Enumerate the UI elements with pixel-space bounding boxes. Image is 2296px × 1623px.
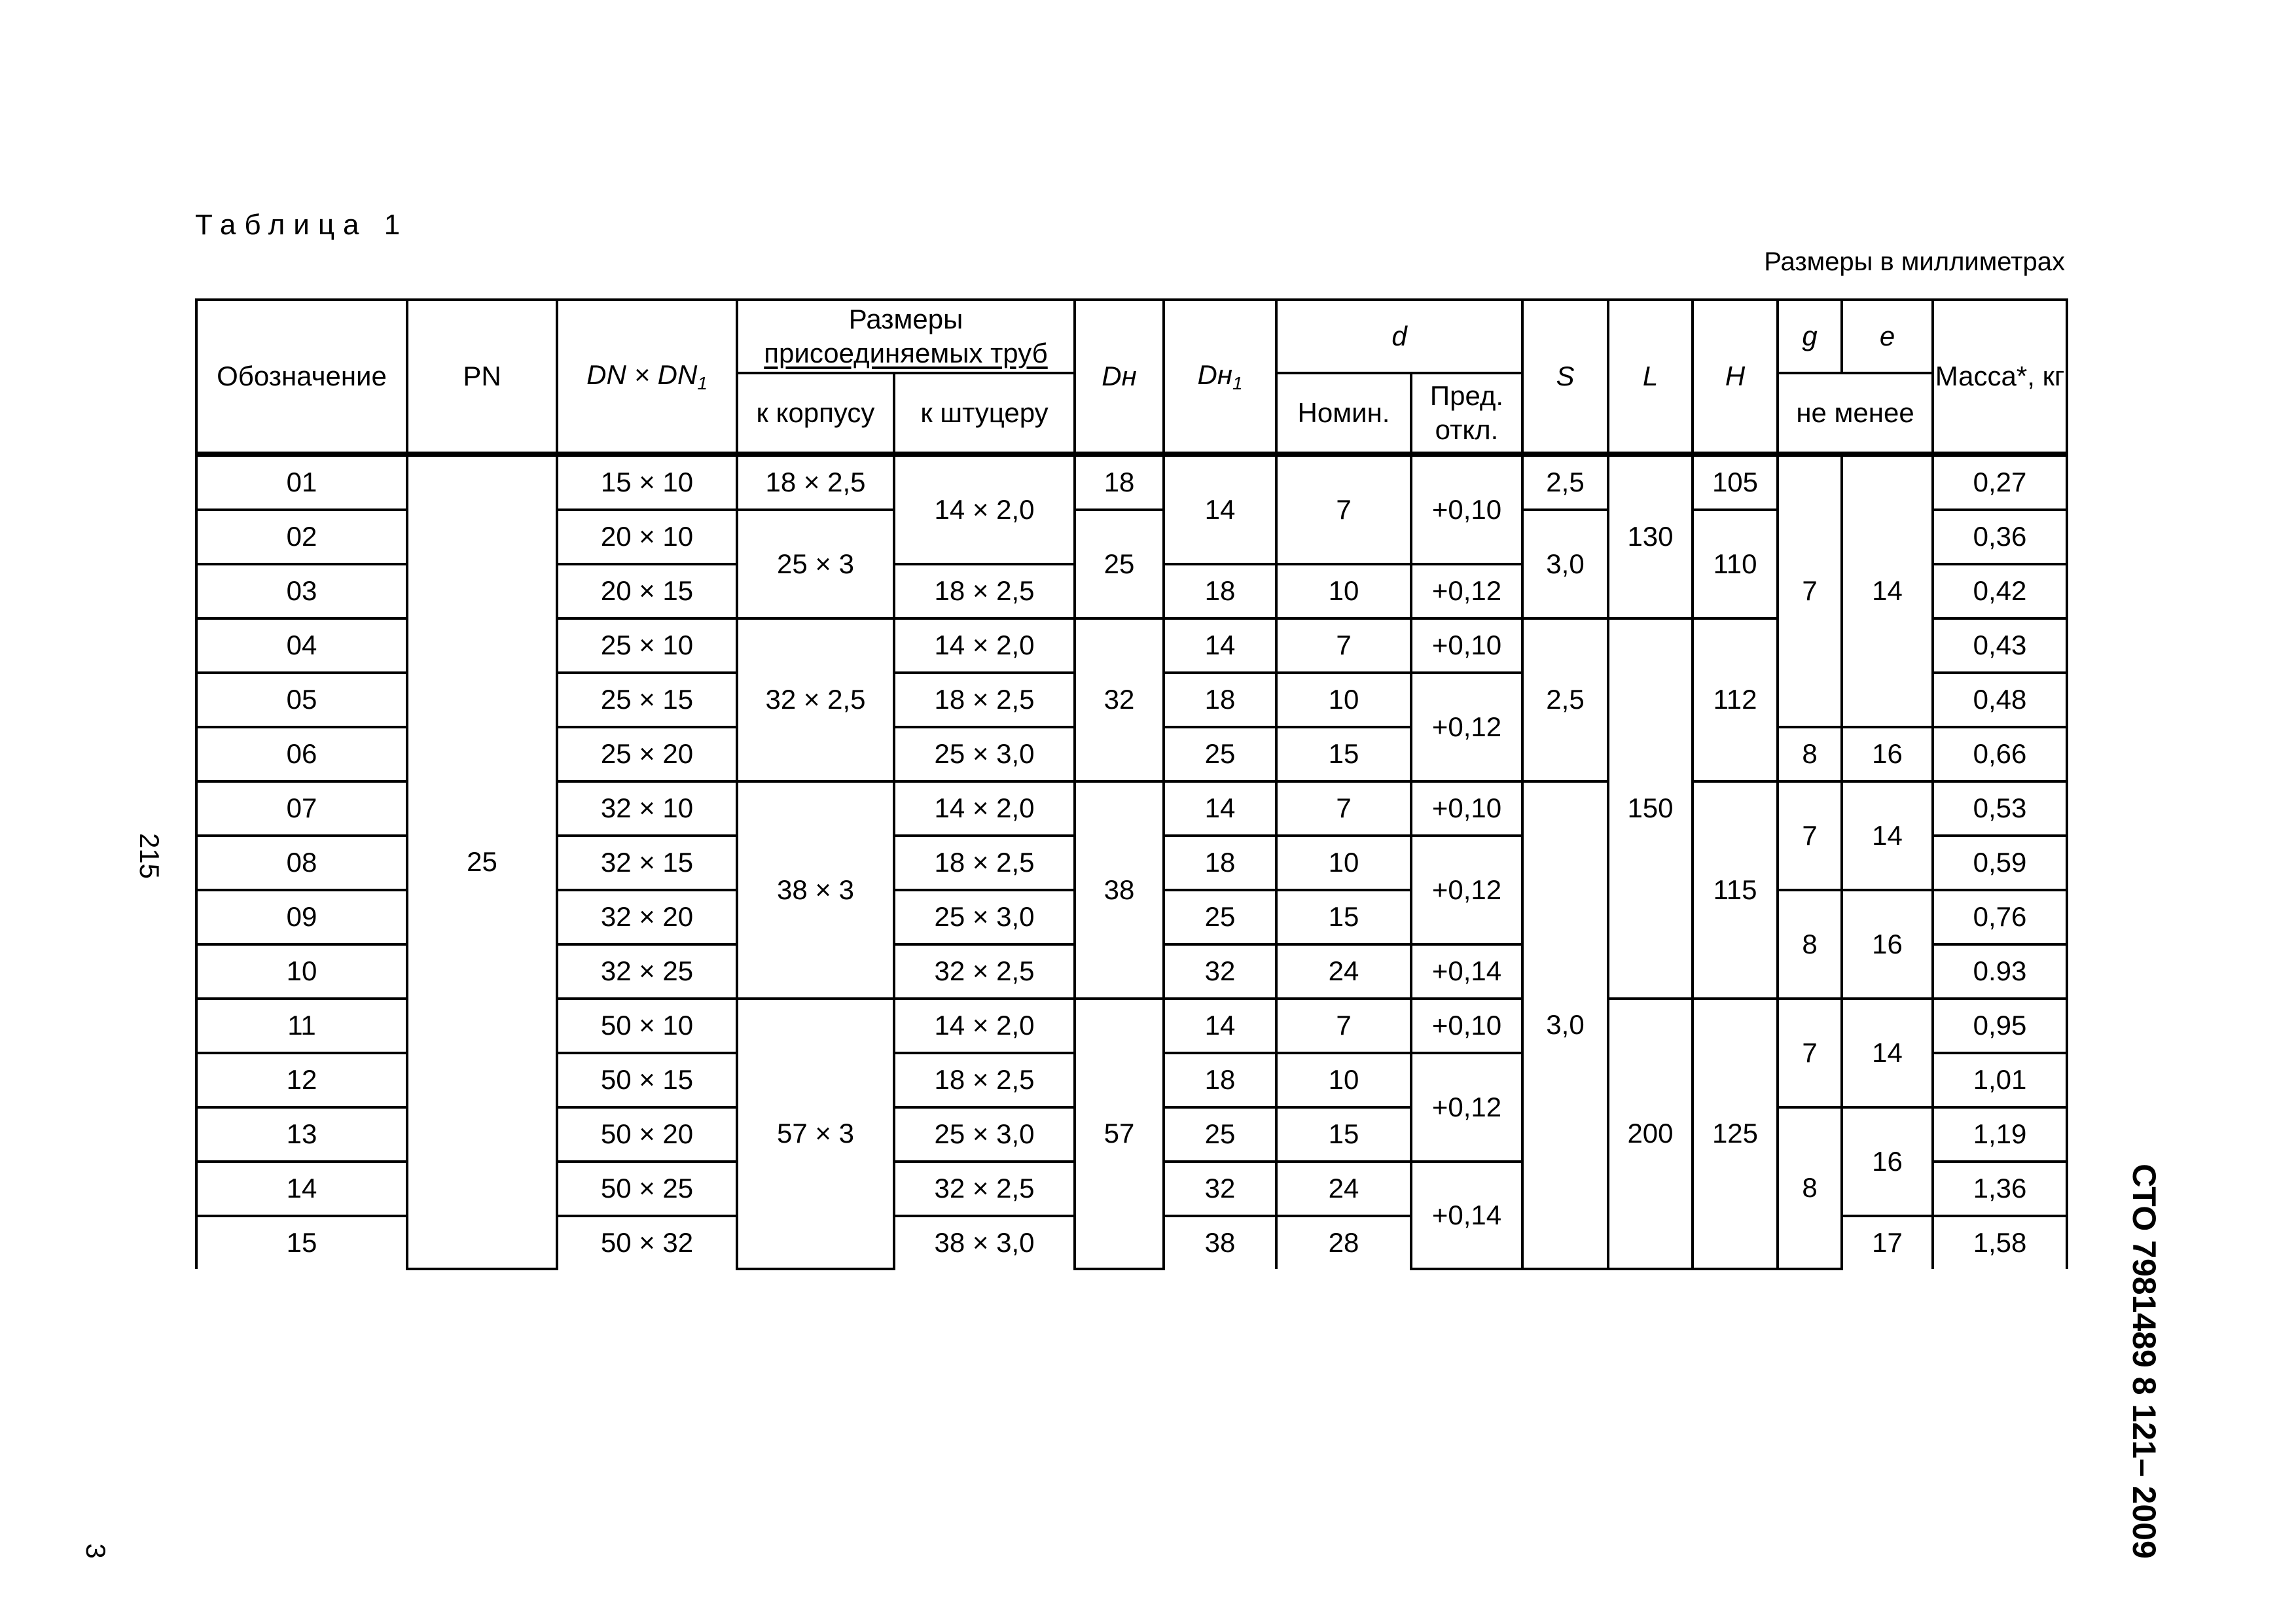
header-nominal: Номин.: [1276, 373, 1411, 453]
cell-d-tol: +0,14: [1411, 1162, 1522, 1269]
cell-d-nom: 24: [1276, 1162, 1411, 1216]
cell-dn: 50 × 32: [557, 1216, 737, 1269]
cell-mass: 0,27: [1933, 455, 2067, 510]
cell-dh1: 25: [1164, 727, 1276, 781]
cell-dh1: 18: [1164, 836, 1276, 890]
cell-dh: 25: [1075, 510, 1164, 618]
cell-dh1: 18: [1164, 673, 1276, 727]
cell-pn: 25: [407, 455, 557, 1269]
cell-mass: 1,01: [1933, 1053, 2067, 1107]
cell-d-tol: +0,14: [1411, 944, 1522, 999]
cell-designation: 10: [196, 944, 407, 999]
cell-designation: 06: [196, 727, 407, 781]
cell-d-nom: 10: [1276, 836, 1411, 890]
cell-mass: 0,59: [1933, 836, 2067, 890]
header-mass: Масса*, кг: [1933, 300, 2067, 453]
side-standard-number: СТО 7981489 8 121– 2009: [2126, 1164, 2162, 1559]
cell-d-tol: +0,10: [1411, 618, 1522, 673]
header-pipe-sizes-line2: присоединяемых труб: [764, 338, 1048, 368]
cell-e: 14: [1842, 781, 1933, 890]
cell-dh: 18: [1075, 455, 1164, 510]
header-pn: PN: [407, 300, 557, 453]
cell-dh1: 14: [1164, 455, 1276, 564]
cell-d-nom: 10: [1276, 564, 1411, 618]
cell-dn: 50 × 25: [557, 1162, 737, 1216]
cell-h: 105: [1693, 455, 1778, 510]
cell-dh1: 38: [1164, 1216, 1276, 1269]
cell-dn: 25 × 15: [557, 673, 737, 727]
cell-dn: 32 × 15: [557, 836, 737, 890]
cell-mass: 1,58: [1933, 1216, 2067, 1269]
header-dn-main: DN × DN: [586, 359, 698, 390]
cell-dn: 32 × 20: [557, 890, 737, 944]
cell-h: 125: [1693, 999, 1778, 1269]
cell-dh1: 25: [1164, 1107, 1276, 1162]
cell-to-fitting: 25 × 3,0: [894, 1107, 1075, 1162]
header-e: e: [1842, 300, 1933, 373]
cell-mass: 1,19: [1933, 1107, 2067, 1162]
cell-designation: 15: [196, 1216, 407, 1269]
header-d: d: [1276, 300, 1522, 373]
cell-h: 115: [1693, 781, 1778, 999]
cell-to-fitting: 18 × 2,5: [894, 564, 1075, 618]
cell-to-fitting: 14 × 2,0: [894, 618, 1075, 673]
cell-d-tol: +0,12: [1411, 564, 1522, 618]
cell-to-fitting: 32 × 2,5: [894, 944, 1075, 999]
cell-g: 8: [1778, 890, 1842, 999]
cell-designation: 09: [196, 890, 407, 944]
cell-mass: 0,48: [1933, 673, 2067, 727]
dimensions-table: [195, 298, 2068, 1270]
cell-mass: 1,36: [1933, 1162, 2067, 1216]
cell-d-nom: 24: [1276, 944, 1411, 999]
cell-dh1: 14: [1164, 999, 1276, 1053]
cell-d-nom: 10: [1276, 673, 1411, 727]
cell-to-body: 32 × 2,5: [737, 618, 894, 781]
cell-designation: 05: [196, 673, 407, 727]
cell-g: 8: [1778, 1107, 1842, 1269]
cell-dh1: 18: [1164, 1053, 1276, 1107]
cell-dn: 20 × 10: [557, 510, 737, 564]
cell-e: 14: [1842, 999, 1933, 1107]
cell-d-nom: 28: [1276, 1216, 1411, 1269]
table-title: Таблица 1: [195, 209, 409, 241]
cell-d-tol: +0,12: [1411, 673, 1522, 781]
side-bottom-number: 3: [81, 1543, 111, 1559]
cell-dh1: 25: [1164, 890, 1276, 944]
cell-mass: 0,43: [1933, 618, 2067, 673]
cell-g: 8: [1778, 727, 1842, 781]
header-tolerance: Пред. откл.: [1411, 373, 1522, 453]
cell-dn: 50 × 15: [557, 1053, 737, 1107]
cell-d-tol: +0,10: [1411, 455, 1522, 564]
cell-d-nom: 7: [1276, 781, 1411, 836]
cell-dn: 25 × 20: [557, 727, 737, 781]
header-pipe-sizes: [737, 300, 1075, 373]
cell-to-fitting: 32 × 2,5: [894, 1162, 1075, 1216]
cell-s: 2,5: [1522, 618, 1608, 781]
cell-s: 2,5: [1522, 455, 1608, 510]
cell-to-fitting: 18 × 2,5: [894, 836, 1075, 890]
cell-designation: 12: [196, 1053, 407, 1107]
cell-to-fitting: 18 × 2,5: [894, 673, 1075, 727]
cell-d-nom: 15: [1276, 890, 1411, 944]
cell-dh1: 14: [1164, 618, 1276, 673]
cell-d-nom: 15: [1276, 1107, 1411, 1162]
cell-to-fitting: 14 × 2,0: [894, 455, 1075, 564]
header-row-1: [196, 300, 2067, 373]
header-not-less: не менее: [1778, 373, 1933, 453]
cell-h: 110: [1693, 510, 1778, 618]
header-l: L: [1608, 300, 1693, 453]
cell-mass: 0,76: [1933, 890, 2067, 944]
cell-to-body: 18 × 2,5: [737, 455, 894, 510]
cell-mass: 0,42: [1933, 564, 2067, 618]
cell-designation: 04: [196, 618, 407, 673]
cell-dh: 32: [1075, 618, 1164, 781]
cell-e: 16: [1842, 1107, 1933, 1216]
cell-mass: 0,53: [1933, 781, 2067, 836]
cell-to-body: 25 × 3: [737, 510, 894, 618]
header-to-fitting: к штуцеру: [894, 373, 1075, 453]
cell-to-fitting: 14 × 2,0: [894, 781, 1075, 836]
cell-g: 7: [1778, 455, 1842, 727]
header-dn-sub: 1: [697, 373, 708, 393]
cell-l: 150: [1608, 618, 1693, 999]
cell-e: 17: [1842, 1216, 1933, 1269]
cell-d-nom: 7: [1276, 455, 1411, 564]
side-page-number: 215: [134, 832, 165, 880]
header-g: g: [1778, 300, 1842, 373]
header-pipe-sizes-line1: Размеры: [848, 303, 963, 334]
cell-designation: 11: [196, 999, 407, 1053]
cell-d-nom: 7: [1276, 999, 1411, 1053]
cell-to-fitting: 25 × 3,0: [894, 890, 1075, 944]
cell-l: 130: [1608, 455, 1693, 618]
cell-d-nom: 15: [1276, 727, 1411, 781]
cell-designation: 02: [196, 510, 407, 564]
cell-to-fitting: 25 × 3,0: [894, 727, 1075, 781]
header-designation: Обозначение: [196, 300, 407, 453]
cell-designation: 13: [196, 1107, 407, 1162]
cell-designation: 08: [196, 836, 407, 890]
cell-dn: 25 × 10: [557, 618, 737, 673]
cell-to-fitting: 18 × 2,5: [894, 1053, 1075, 1107]
cell-dn: 32 × 25: [557, 944, 737, 999]
table-row: [196, 455, 2067, 510]
cell-e: 14: [1842, 455, 1933, 727]
cell-d-tol: +0,12: [1411, 1053, 1522, 1162]
cell-designation: 03: [196, 564, 407, 618]
cell-mass: 0.93: [1933, 944, 2067, 999]
cell-designation: 01: [196, 455, 407, 510]
header-dn: [557, 300, 737, 453]
header-dh1-main: Dн: [1197, 359, 1232, 390]
cell-d-tol: +0,10: [1411, 781, 1522, 836]
header-h: H: [1693, 300, 1778, 453]
cell-to-body: 38 × 3: [737, 781, 894, 999]
cell-l: 200: [1608, 999, 1693, 1269]
header-to-body: к корпусу: [737, 373, 894, 453]
cell-e: 16: [1842, 727, 1933, 781]
cell-d-tol: +0,12: [1411, 836, 1522, 944]
cell-dh1: 14: [1164, 781, 1276, 836]
cell-dh1: 32: [1164, 1162, 1276, 1216]
cell-dh: 57: [1075, 999, 1164, 1269]
cell-mass: 0,66: [1933, 727, 2067, 781]
cell-dh1: 32: [1164, 944, 1276, 999]
cell-dn: 50 × 20: [557, 1107, 737, 1162]
cell-mass: 0,95: [1933, 999, 2067, 1053]
cell-s: 3,0: [1522, 510, 1608, 618]
cell-h: 112: [1693, 618, 1778, 781]
cell-dn: 32 × 10: [557, 781, 737, 836]
cell-d-nom: 7: [1276, 618, 1411, 673]
header-dh1-sub: 1: [1232, 373, 1243, 393]
cell-dn: 50 × 10: [557, 999, 737, 1053]
cell-designation: 14: [196, 1162, 407, 1216]
cell-designation: 07: [196, 781, 407, 836]
units-caption: Размеры в миллиметрах: [1764, 247, 2065, 276]
cell-g: 7: [1778, 999, 1842, 1107]
cell-d-nom: 10: [1276, 1053, 1411, 1107]
header-dh: Dн: [1075, 300, 1164, 453]
header-s: S: [1522, 300, 1608, 453]
cell-e: 16: [1842, 890, 1933, 999]
cell-to-fitting: 38 × 3,0: [894, 1216, 1075, 1269]
header-dh1: [1164, 300, 1276, 453]
cell-to-fitting: 14 × 2,0: [894, 999, 1075, 1053]
cell-mass: 0,36: [1933, 510, 2067, 564]
cell-d-tol: +0,10: [1411, 999, 1522, 1053]
cell-dn: 15 × 10: [557, 455, 737, 510]
cell-g: 7: [1778, 781, 1842, 890]
cell-dh1: 18: [1164, 564, 1276, 618]
cell-dn: 20 × 15: [557, 564, 737, 618]
cell-s: 3,0: [1522, 781, 1608, 1269]
cell-dh: 38: [1075, 781, 1164, 999]
cell-to-body: 57 × 3: [737, 999, 894, 1269]
